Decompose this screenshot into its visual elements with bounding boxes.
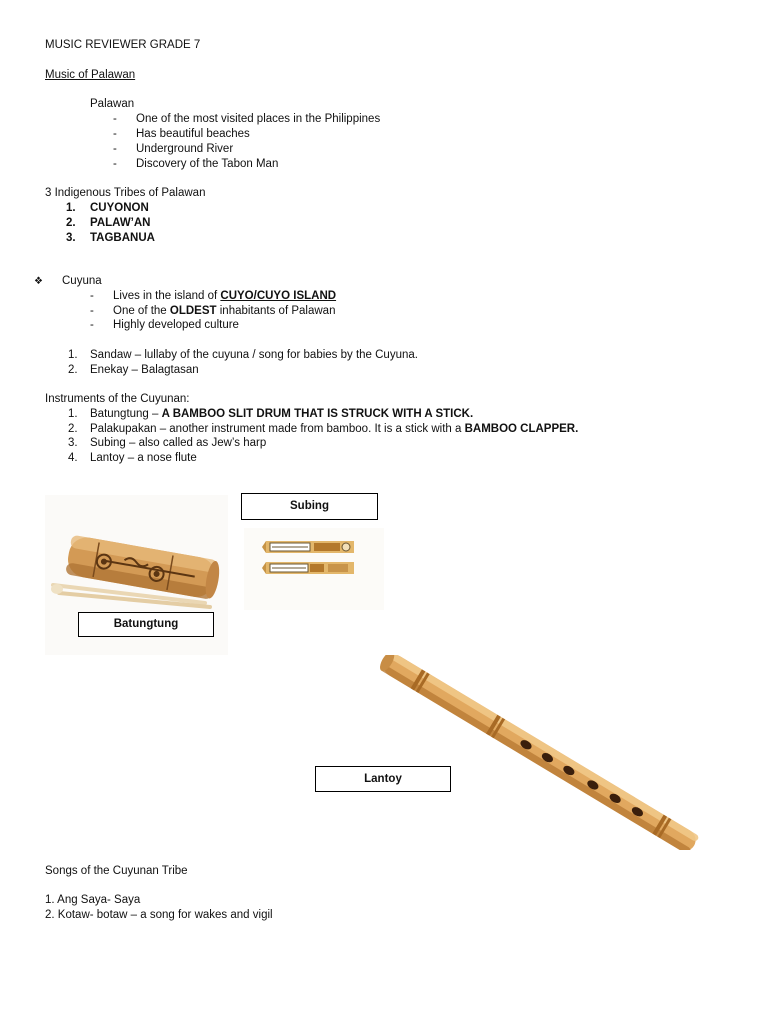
diamond-bullet-icon: ❖ — [34, 276, 43, 287]
palawan-heading: Palawan — [90, 98, 135, 110]
lantoy-image — [366, 655, 711, 850]
list-item: 3. TAGBANUA — [66, 232, 155, 244]
list-item: 2. Palakupakan – another instrument made from bamboo. It is a stick with a BAMBOO CLAPPER. — [68, 423, 579, 435]
list-item: 4. Lantoy – a nose flute — [68, 452, 197, 464]
page-title: MUSIC REVIEWER GRADE 7 — [45, 39, 201, 51]
lantoy-label: Lantoy — [315, 766, 451, 792]
list-item: 2. Kotaw- botaw – a song for wakes and vigil — [45, 909, 273, 921]
instruments-heading: Instruments of the Cuyunan: — [45, 393, 190, 405]
tribes-heading: 3 Indigenous Tribes of Palawan — [45, 187, 206, 199]
songs-heading: Songs of the Cuyunan Tribe — [45, 865, 188, 877]
subing-label: Subing — [241, 493, 378, 520]
list-item: 2. Enekay – Balagtasan — [68, 364, 199, 376]
list-item: 1. Sandaw – lullaby of the cuyuna / song for babies by the Cuyuna. — [68, 349, 418, 361]
cuyuna-heading: Cuyuna — [62, 275, 102, 287]
list-item: 2. PALAW’AN — [66, 217, 151, 229]
list-item: 3. Subing – also called as Jew’s harp — [68, 437, 267, 449]
section-title-music-of-palawan: Music of Palawan — [45, 69, 136, 81]
list-item: 1. CUYONON — [66, 202, 149, 214]
batungtung-label: Batungtung — [78, 612, 214, 637]
subing-image — [244, 528, 384, 610]
list-item: 1. Batungtung – A BAMBOO SLIT DRUM THAT IS STRUCK WITH A STICK. — [68, 408, 474, 420]
list-item: 1. Ang Saya- Saya — [45, 894, 141, 906]
